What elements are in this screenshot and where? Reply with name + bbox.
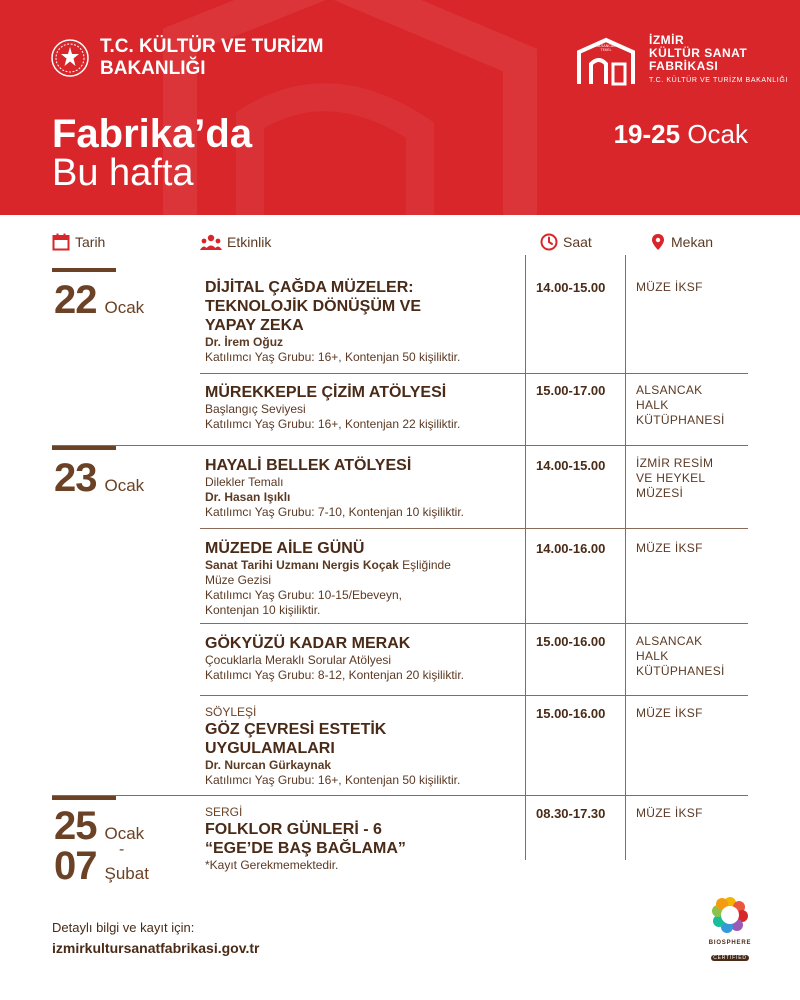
event-place-line: HALK (636, 398, 669, 412)
column-divider-time (525, 255, 526, 860)
date-range-dash: - (119, 841, 125, 858)
event-detail: Katılımcı Yaş Grubu: 10-15/Ebeveyn, (205, 588, 402, 602)
event-detail: Katılımcı Yaş Grubu: 16+, Kontenjan 50 kişiliktir. (205, 350, 461, 364)
date-number: 25 (54, 804, 97, 848)
brand-name-line3: FABRİKASI (649, 59, 719, 73)
event-place (636, 541, 746, 556)
event-place (636, 634, 746, 679)
biosphere-label: BIOSPHERE (708, 940, 752, 946)
date-day (54, 280, 144, 320)
date-day (54, 458, 144, 498)
event-title: TEKNOLOJİK DÖNÜŞÜM VE (205, 298, 422, 315)
event-title: MÜREKKEPLE ÇİZİM ATÖLYESİ (205, 384, 447, 401)
event-item (205, 805, 520, 873)
event-place (636, 280, 746, 295)
location-pin-icon (650, 233, 666, 251)
brand-name-line2: KÜLTÜR SANAT (649, 46, 748, 60)
event-place-line: MÜZESİ (636, 486, 684, 500)
event-place-line: MÜZE İKSF (636, 806, 703, 820)
event-item (205, 278, 520, 365)
event-time: 14.00-15.00 (536, 458, 606, 473)
ministry-name-line2: BAKANLIĞI (100, 58, 206, 79)
event-place-line: KÜTÜPHANESİ (636, 413, 725, 427)
event-title: FOLKLOR GÜNLERİ - 6 (205, 821, 382, 838)
event-title: YAPAY ZEKA (205, 317, 304, 334)
event-speaker-line (205, 558, 520, 573)
event-time: 08.30-17.30 (536, 806, 606, 821)
column-header-date (52, 230, 105, 254)
date-day (54, 846, 149, 886)
event-item (205, 705, 520, 788)
column-header-date-label: Tarih (75, 234, 106, 250)
event-place (636, 706, 746, 721)
iksf-logo (575, 34, 788, 86)
ministry-logo (50, 36, 323, 80)
row-divider (200, 528, 748, 529)
event-title: DİJİTAL ÇAĞDA MÜZELER: (205, 279, 414, 296)
event-time: 15.00-17.00 (536, 383, 606, 398)
brand-name-line1: İZMİR (649, 33, 685, 47)
column-header-event-label: Etkinlik (227, 234, 272, 250)
row-divider (52, 445, 748, 446)
brand-subtitle: T.C. KÜLTÜR VE TURİZM BAKANLIĞI (649, 77, 788, 84)
week-range-days: 19-25 (613, 119, 681, 149)
event-detail: *Kayıt Gerekmemektedir. (205, 858, 339, 872)
event-detail: Katılımcı Yaş Grubu: 7-10, Kontenjan 10 kişiliktir. (205, 505, 465, 519)
event-detail: Başlangıç Seviyesi (205, 402, 306, 416)
date-bar (52, 446, 116, 450)
row-divider (200, 695, 748, 696)
event-place-line: MÜZE İKSF (636, 541, 703, 555)
event-item (205, 456, 520, 520)
event-detail: Müze Gezisi (205, 573, 272, 587)
week-range-month: Ocak (687, 119, 748, 149)
date-day (54, 806, 144, 846)
row-divider (52, 795, 748, 796)
row-divider (200, 373, 748, 374)
week-range (614, 119, 748, 150)
event-speaker: Sanat Tarihi Uzmanı Nergis Koçak (205, 558, 399, 572)
event-speaker: Dr. İrem Oğuz (205, 335, 284, 349)
event-place-line: MÜZE İKSF (636, 280, 703, 294)
event-place-line: MÜZE İKSF (636, 706, 703, 720)
event-title: “EGE’DE BAŞ BAĞLAMA” (205, 840, 406, 857)
event-category: SERGİ (205, 805, 243, 819)
event-place-line: VE HEYKEL (636, 471, 706, 485)
event-title: HAYALİ BELLEK ATÖLYESİ (205, 457, 412, 474)
date-number: 22 (54, 278, 97, 322)
event-place-line: ALSANCAK (636, 634, 703, 648)
date-month: Ocak (104, 476, 145, 495)
event-title: UYGULAMALARI (205, 740, 335, 757)
logo-badge-line1: ALSANCAK (596, 44, 616, 48)
biosphere-logo-icon (708, 895, 752, 935)
event-speaker: Dr. Nurcan Gürkaynak (205, 758, 332, 772)
column-header-time (540, 230, 592, 254)
ministry-emblem-icon (50, 38, 90, 78)
biosphere-certified: CERTIFIED (713, 955, 747, 961)
row-divider (200, 623, 748, 624)
event-speaker-suffix: Eşliğinde (398, 558, 451, 572)
logo-badge-line2: TEKEL (600, 48, 612, 52)
date-month: Ocak (104, 824, 145, 843)
date-bar (52, 796, 116, 800)
column-header-time-label: Saat (563, 234, 592, 250)
event-place (636, 806, 746, 821)
event-title: MÜZEDE AİLE GÜNÜ (205, 540, 365, 557)
event-speaker: Dr. Hasan Işıklı (205, 490, 291, 504)
event-time: 14.00-16.00 (536, 541, 606, 556)
event-category: SÖYLEŞİ (205, 705, 257, 719)
event-detail: Katılımcı Yaş Grubu: 8-12, Kontenjan 20 kişiliktir. (205, 668, 465, 682)
ministry-name-line1: T.C. KÜLTÜR VE TURİZM (100, 36, 324, 57)
event-detail: Katılımcı Yaş Grubu: 16+, Kontenjan 50 kişiliktir. (205, 773, 461, 787)
column-divider-place (625, 255, 626, 860)
event-time: 14.00-15.00 (536, 280, 606, 295)
event-place-line: HALK (636, 649, 669, 663)
footer-info: Detaylı bilgi ve kayıt için: (52, 920, 195, 935)
event-place-line: İZMİR RESİM (636, 456, 714, 470)
people-icon (200, 233, 222, 251)
event-title: GÖKYÜZÜ KADAR MERAK (205, 635, 411, 652)
footer-url-link[interactable]: izmirkultursanatfabrikasi.gov.tr (52, 940, 260, 956)
event-place-line: ALSANCAK (636, 383, 703, 397)
event-place-line: KÜTÜPHANESİ (636, 664, 725, 678)
event-item (205, 634, 520, 683)
event-title: GÖZ ÇEVRESİ ESTETİK (205, 721, 387, 738)
date-month: Şubat (104, 864, 149, 883)
event-place (636, 383, 746, 428)
event-item (205, 383, 520, 432)
page-subtitle: Bu hafta (52, 152, 194, 194)
event-time: 15.00-16.00 (536, 634, 606, 649)
biosphere-badge (706, 895, 754, 964)
event-subtitle: Dilekler Temalı (205, 475, 284, 489)
event-time: 15.00-16.00 (536, 706, 606, 721)
column-header-place (650, 230, 713, 254)
event-item (205, 539, 520, 618)
page-title: Fabrika’da (52, 112, 253, 156)
date-month: Ocak (104, 298, 145, 317)
event-detail: Kontenjan 10 kişiliktir. (205, 603, 321, 617)
column-header-event (200, 230, 271, 254)
header-banner (0, 0, 800, 215)
factory-logo-icon (575, 34, 637, 86)
column-header-place-label: Mekan (671, 234, 714, 250)
clock-icon (540, 233, 558, 251)
calendar-icon (52, 233, 70, 251)
event-detail: Çocuklarla Meraklı Sorular Atölyesi (205, 653, 392, 667)
date-number: 23 (54, 456, 97, 500)
date-number: 07 (54, 844, 97, 888)
event-detail: Katılımcı Yaş Grubu: 16+, Kontenjan 22 kişiliktir. (205, 417, 461, 431)
event-place (636, 456, 746, 501)
date-bar (52, 268, 116, 272)
